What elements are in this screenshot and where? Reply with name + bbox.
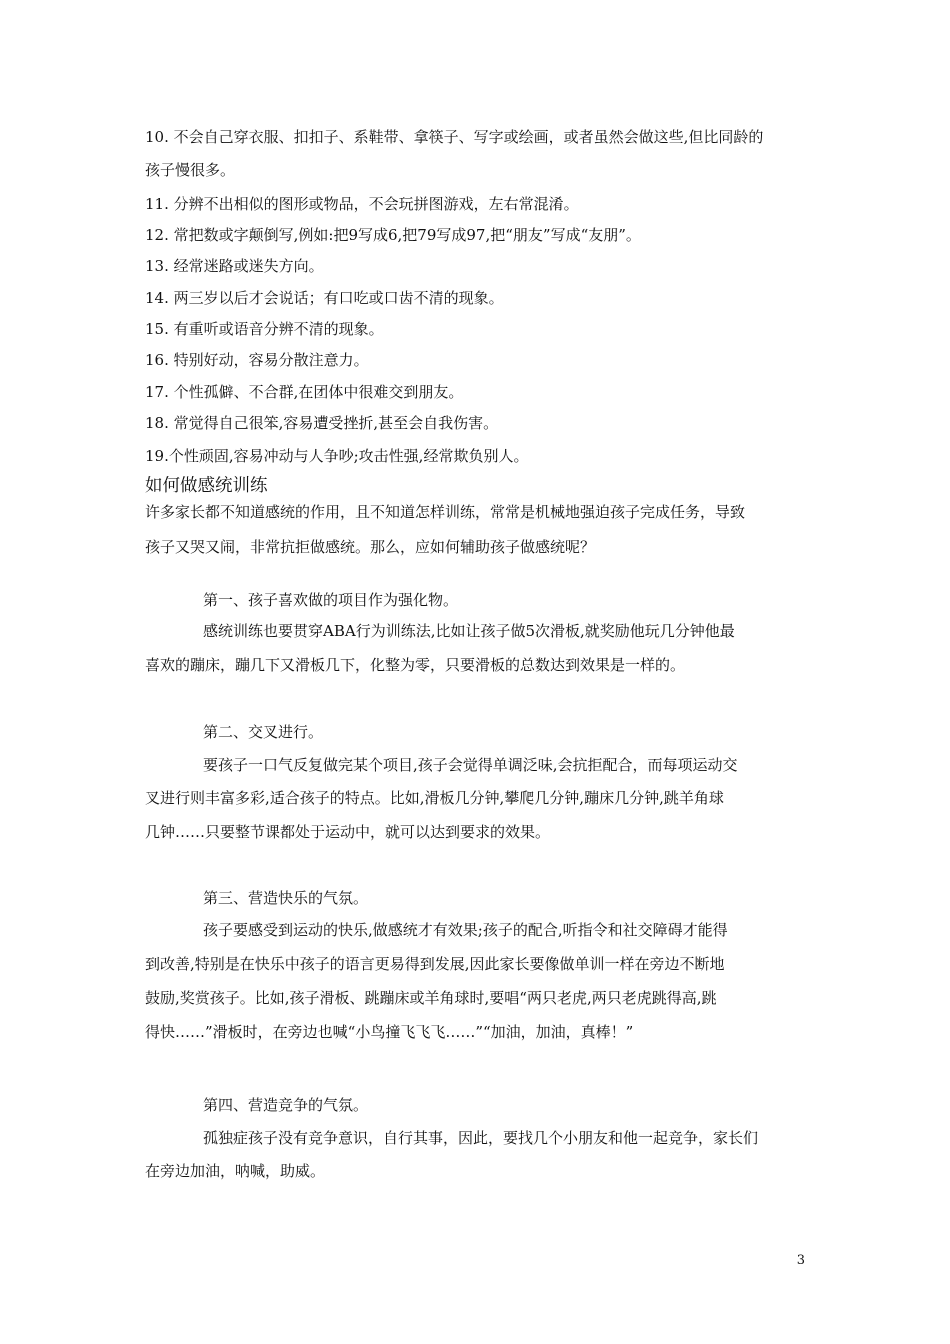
section-4-body-line-2: 在旁边加油，呐喊，助威。 bbox=[145, 1162, 326, 1180]
list-item-11: 11. 分辨不出相似的图形或物品，不会玩拼图游戏，左右常混淆。 bbox=[145, 195, 579, 213]
section-1-body-line-1: 感统训练也要贯穿ABA行为训练法,比如让孩子做5次滑板,就奖励他玩几分钟他最 bbox=[203, 622, 735, 640]
section-2-body-line-2: 叉进行则丰富多彩,适合孩子的特点。比如,滑板几分钟,攀爬几分钟,蹦床几分钟,跳羊角球 bbox=[145, 789, 724, 807]
section-3-body-line-1: 孩子要感受到运动的快乐,做感统才有效果;孩子的配合,听指令和社交障碍才能得 bbox=[203, 921, 728, 939]
section-heading: 如何做感统训练 bbox=[145, 476, 268, 496]
section-3-title: 第三、营造快乐的气氛。 bbox=[203, 889, 369, 907]
list-item-13: 13. 经常迷路或迷失方向。 bbox=[145, 257, 324, 275]
list-item-16: 16. 特别好动，容易分散注意力。 bbox=[145, 351, 369, 369]
section-1-title: 第一、孩子喜欢做的项目作为强化物。 bbox=[203, 591, 459, 609]
intro-line-2: 孩子又哭又闹，非常抗拒做感统。那么，应如何辅助孩子做感统呢？ bbox=[145, 538, 596, 556]
list-item-10-continued: 孩子慢很多。 bbox=[145, 161, 236, 179]
section-2-body-line-3: 几钟……只要整节课都处于运动中，就可以达到要求的效果。 bbox=[145, 823, 551, 841]
page-number: 3 bbox=[796, 1253, 805, 1268]
list-item-10: 10. 不会自己穿衣服、扣扣子、系鞋带、拿筷子、写字或绘画，或者虽然会做这些,但比同龄的 bbox=[145, 128, 764, 146]
section-2-body-line-1: 要孩子一口气反复做完某个项目,孩子会觉得单调泛味,会抗拒配合，而每项运动交 bbox=[203, 756, 738, 774]
section-4-body-line-1: 孤独症孩子没有竞争意识，自行其事，因此，要找几个小朋友和他一起竞争，家长们 bbox=[203, 1129, 759, 1147]
list-item-15: 15. 有重听或语音分辨不清的现象。 bbox=[145, 320, 384, 338]
list-item-12: 12. 常把数或字颠倒写,例如:把9写成6,把79写成97,把“朋友”写成“友朋”。 bbox=[145, 226, 641, 244]
section-4-title: 第四、营造竞争的气氛。 bbox=[203, 1096, 369, 1114]
list-item-19: 19.个性顽固,容易冲动与人争吵;攻击性强,经常欺负别人。 bbox=[145, 447, 529, 465]
section-2-title: 第二、交叉进行。 bbox=[203, 723, 324, 741]
list-item-17: 17. 个性孤僻、不合群,在团体中很难交到朋友。 bbox=[145, 383, 464, 401]
section-3-body-line-3: 鼓励,奖赏孩子。比如,孩子滑板、跳蹦床或羊角球时,要唱“两只老虎,两只老虎跳得高,跳 bbox=[145, 989, 717, 1007]
section-3-body-line-2: 到改善,特别是在快乐中孩子的语言更易得到发展,因此家长要像做单训一样在旁边不断地 bbox=[145, 955, 725, 973]
list-item-18: 18. 常觉得自己很笨,容易遭受挫折,甚至会自我伤害。 bbox=[145, 414, 499, 432]
section-3-body-line-4: 得快……”滑板时，在旁边也喊“小鸟撞飞飞飞……”“加油，加油，真棒！” bbox=[145, 1023, 634, 1041]
list-item-14: 14. 两三岁以后才会说话；有口吃或口齿不清的现象。 bbox=[145, 289, 504, 307]
intro-line-1: 许多家长都不知道感统的作用，且不知道怎样训练，常常是机械地强迫孩子完成任务，导致 bbox=[145, 503, 746, 521]
section-1-body-line-2: 喜欢的蹦床，蹦几下又滑板几下，化整为零，只要滑板的总数达到效果是一样的。 bbox=[145, 656, 686, 674]
